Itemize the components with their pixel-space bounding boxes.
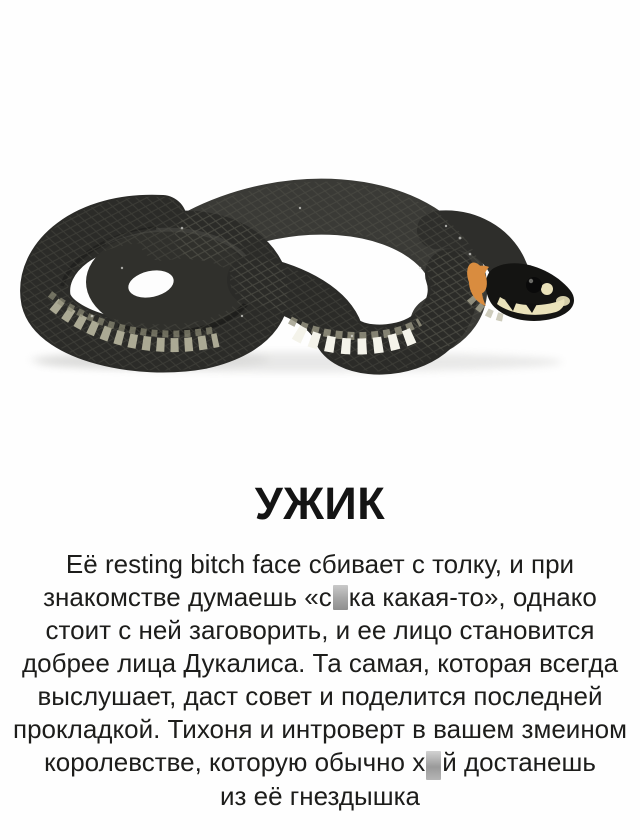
snake-illustration: [0, 168, 640, 400]
snake-eye: [526, 277, 542, 293]
censor-block: [333, 585, 348, 610]
caption-segment: ка какая-то», однако: [348, 582, 597, 612]
caption-line: [0, 746, 640, 780]
caption-line: Её resting bitch face сбивает с толку, и при: [65, 549, 575, 579]
caption-segment: королевстве, которую обычно х: [44, 747, 426, 777]
caption-line: добрее лица Дукалиса. Та самая, которая всегда: [21, 648, 619, 678]
caption-line: из её гнездышка: [219, 781, 420, 811]
page-title: УЖИК: [254, 478, 386, 529]
caption-line: прокладкой. Тихоня и интроверт в вашем змеином: [12, 714, 628, 744]
cheek-marking: [541, 283, 553, 295]
caption-segment: й достанешь: [442, 747, 596, 777]
snake-photo: [0, 168, 640, 400]
caption-line: [0, 581, 640, 614]
caption-line: выслушает, даст совет и поделится последней: [37, 681, 603, 711]
censor-block: [426, 751, 441, 780]
caption-text: [0, 548, 640, 813]
caption-segment: знакомстве думаешь «с: [43, 582, 332, 612]
caption-line: стоит с ней заговорить, и ее лицо становится: [45, 615, 595, 645]
snout-marking: [556, 296, 570, 306]
snake-eye-highlight: [529, 279, 533, 283]
